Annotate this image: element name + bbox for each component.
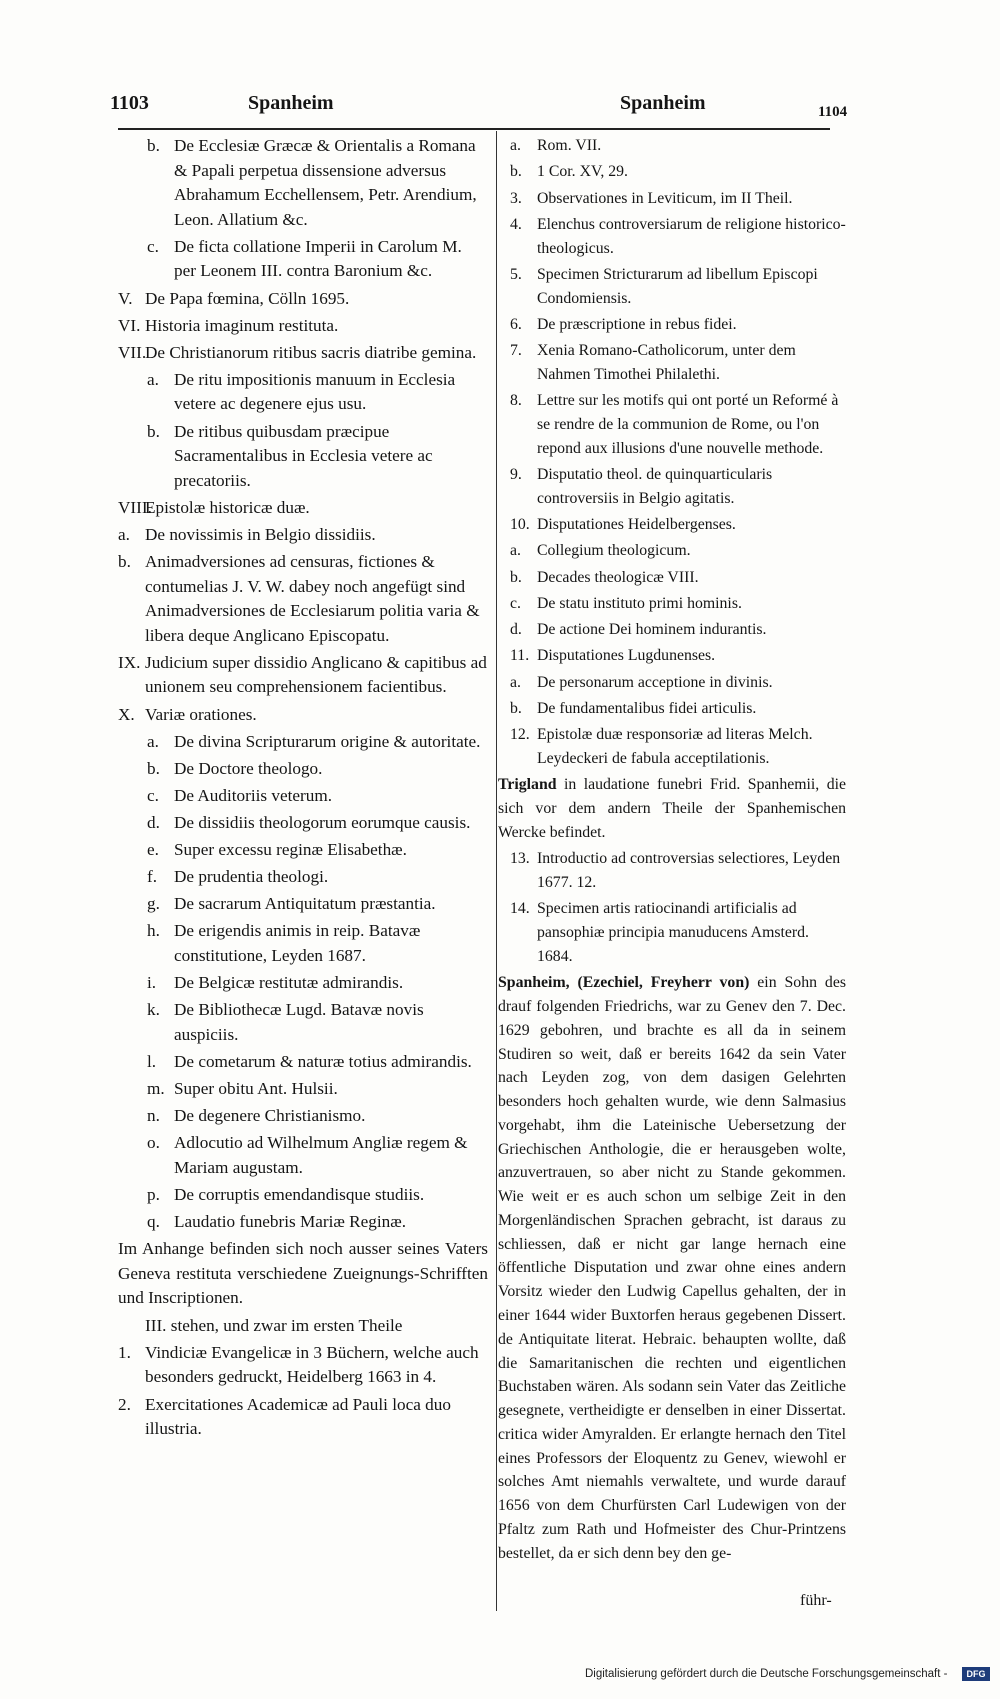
entry-text: Adlocutio ad Wilhelmum Angliæ regem & Mariam augustam. [174, 1133, 468, 1177]
running-title-right: Spanheim [620, 92, 706, 114]
entry-text: Laudatio funebris Mariæ Reginæ. [174, 1211, 406, 1231]
entry-marker: m. [147, 1078, 165, 1098]
entry-marker: c. [147, 785, 159, 805]
entry-text: De Auditoriis veterum. [174, 785, 333, 805]
entry [118, 784, 488, 809]
entry-marker: a. [147, 731, 159, 751]
biography-lead: Spanheim, (Ezechiel, Freyherr von) [498, 974, 750, 992]
spanheim-biography [498, 971, 846, 1565]
entry-marker: b. [147, 421, 160, 441]
entry-text: De ficta collatione Imperii in Carolum M. per Leonem III. contra Baronium &c. [174, 236, 462, 281]
entry [510, 697, 846, 721]
entry-marker: h. [147, 921, 160, 941]
entry [118, 1077, 488, 1102]
entry [510, 463, 846, 511]
entry [118, 730, 488, 755]
entry-marker: 6. [510, 315, 522, 333]
entry-text: Specimen Stricturarum ad libellum Episcopi Condomiensis. [537, 265, 818, 307]
entry-text: Epistolæ historicæ duæ. [145, 497, 310, 517]
right-column [498, 134, 846, 1568]
entry-marker: a. [510, 542, 521, 560]
entry-text: Judicium super dissidio Anglicano & capitibus ad unionem seu comprehensionem facientibus. [145, 652, 487, 697]
entry-marker: a. [147, 369, 159, 389]
entry [118, 1104, 488, 1129]
column-divider [496, 131, 497, 1611]
entry-text: De prudentia theologi. [174, 867, 329, 887]
entry [510, 263, 846, 311]
entry-marker: p. [147, 1184, 160, 1204]
entry-marker: b. [147, 758, 160, 778]
entry-text: De degenere Christianismo. [174, 1105, 366, 1125]
right-tail-list [510, 847, 846, 968]
entry-text: De cometarum & naturæ totius admirandis. [174, 1051, 472, 1071]
entry-marker: 8. [510, 392, 522, 410]
entry-text: De Belgicæ restitutæ admirandis. [174, 973, 404, 992]
entry-marker: b. [118, 552, 131, 571]
entry-text: De Christianorum ritibus sacris diatribe gemina. [145, 342, 477, 362]
entry-text: De novissimis in Belgio dissidiis. [145, 524, 376, 544]
entry-marker: b. [510, 568, 522, 586]
entry-marker: 3. [510, 189, 522, 207]
dfg-logo: DFG [962, 1667, 990, 1681]
entry [118, 971, 488, 996]
entry-marker: a. [510, 137, 521, 154]
header-rule [118, 128, 830, 130]
entry-marker: VII. [118, 342, 147, 362]
entry-marker: V. [118, 288, 133, 308]
entry [510, 213, 846, 261]
entry-marker: X. [118, 704, 135, 724]
entry-text: Lettre sur les motifs qui ont porté un Reformé à se rendre de la communion de Rome, ou l'on repond aux illusions d'une nouvelle methode. [537, 392, 839, 457]
entry [118, 496, 488, 521]
entry-text: Disputationes Lugdunenses. [537, 647, 716, 665]
entry-marker: e. [147, 840, 159, 860]
entry-marker: k. [147, 1000, 160, 1020]
entry-marker: d. [147, 812, 160, 832]
entry-text: Super excessu reginæ Elisabethæ. [174, 840, 407, 860]
entry-marker: VI. [118, 315, 141, 335]
entry-marker: 14. [510, 900, 530, 918]
left-entry-list [118, 134, 488, 1234]
entry-text: Rom. VII. [537, 137, 602, 154]
entry-marker: g. [147, 894, 160, 914]
left-appendix-note: Im Anhange befinden sich noch ausser seines Vaters Geneva restituta verschiedene Zueignungs-Schrifften und Inscriptionen. [118, 1238, 488, 1308]
entry-marker: 7. [510, 342, 522, 360]
entry-text: Introductio ad controversias selectiores, Leyden 1677. 12. [537, 850, 841, 892]
entry [118, 134, 488, 232]
trigland-lead: Trigland [498, 776, 557, 794]
entry-text: De actione Dei hominem indurantis. [537, 621, 767, 639]
entry-text: De præscriptione in rebus fidei. [537, 315, 737, 333]
entry-marker: VIII. [118, 497, 152, 517]
entry [118, 757, 488, 782]
entry-marker: b. [510, 163, 522, 181]
entry-marker: l. [147, 1051, 157, 1071]
entry [510, 134, 846, 158]
entry-marker: 10. [510, 515, 530, 533]
left-tail-list [118, 1314, 488, 1442]
entry-text: Animadversiones ad censuras, fictiones & contumelias J. V. W. dabey noch angefügt sind Animadversiones de Ecclesiarum politia varia & libera deque Anglicano Episcopatu. [145, 552, 480, 645]
entry [510, 339, 846, 387]
entry [510, 313, 846, 337]
entry [118, 1314, 488, 1339]
entry-text: De sacrarum Antiquitatum præstantia. [174, 894, 436, 914]
entry [510, 671, 846, 695]
catchword: führ- [800, 1592, 832, 1609]
entry [510, 566, 846, 590]
entry-text: Epistolæ duæ responsoriæ ad literas Melch. Leydeckeri de fabula acceptilationis. [537, 726, 813, 767]
entry-marker: a. [510, 673, 521, 691]
entry-text: De dissidiis theologorum eorumque causis. [174, 812, 471, 832]
trigland-note [498, 773, 846, 844]
entry [118, 865, 488, 890]
entry-marker: 11. [510, 647, 530, 665]
entry [510, 187, 846, 211]
entry-text: Xenia Romano-Catholicorum, unter dem Nahmen Timothei Philalethi. [537, 342, 796, 383]
entry [118, 919, 488, 968]
entry-text: Variæ orationes. [145, 704, 257, 724]
entry [118, 235, 488, 284]
entry-marker: b. [510, 699, 522, 717]
entry-marker: 12. [510, 726, 530, 744]
entry [118, 420, 488, 494]
entry-text: De Doctore theologo. [174, 758, 323, 778]
entry-marker: 13. [510, 850, 530, 868]
entry [510, 389, 846, 460]
entry-text: De divina Scripturarum origine & autoritate. [174, 731, 481, 751]
entry [510, 723, 846, 771]
entry-text: Observationes in Leviticum, im II Theil. [537, 189, 793, 207]
entry [118, 651, 488, 700]
entry [510, 897, 846, 968]
entry-text: Super obitu Ant. Hulsii. [174, 1078, 338, 1098]
entry-marker: n. [147, 1105, 160, 1125]
trigland-text: in laudatione funebri Frid. Spanhemii, die sich vor dem andern Theile der Spanhemischen Wercke befindet. [498, 776, 846, 841]
entry-text: De statu instituto primi hominis. [537, 594, 742, 612]
running-title-left: Spanheim [248, 92, 334, 114]
entry [118, 1393, 488, 1442]
entry-text: De Bibliothecæ Lugd. Batavæ novis auspiciis. [174, 1000, 424, 1044]
entry-marker: o. [147, 1133, 160, 1153]
entry-text: De personarum acceptione in divinis. [537, 673, 773, 691]
entry-marker: 1. [118, 1342, 131, 1362]
entry-text: De erigendis animis in reip. Batavæ constitutione, Leyden 1687. [174, 921, 421, 965]
entry-text: Decades theologicæ VIII. [537, 568, 699, 586]
entry [118, 1131, 488, 1180]
biography-text: ein Sohn des drauf folgenden Friedrichs, war zu Genev den 7. Dec. 1629 gebohren, und brachte es all da in seinem Studiren so weit, daß er bereits 1642 da sein Vater nach Leyden zog, von dem dasigen Gelehrten besonders hoch gehalten wurde, wie denn Salmasius vorgehabt, ihm die Lateinische Uebersetzung der Griechischen Anthologie, die er herausgeben wolte, anzuvertrauen, so aber nicht zu Stande gekommen. Wie weit er es auch schon um selbige Zeit in den Morgenländischen Sprachen gebracht, ist daraus zu schliessen, daß er nicht gar lange hernach eine öffentliche Disputation und zwar ohne eines andern Vorsitz wieder den Ludwig Capellus gehalten, der in einer 1644 wider Buxtorfen heraus gegebenen Dissert. de Antiquitate literat. Hebraic. behaupten wollte, daß die Samaritanischen die rechten und eigentlichen Buchstaben wären. Als sodann sein Vater das Zeitliche gesegnete, vertheidigte er denselben in einer Dissertat. critica wider Amyralden. Er erlangte hernach den Titel eines Professors der Eloquentz zu Genev, wiewohl er solches Amt niemahls verwaltete, und wurde darauf 1656 von dem Churfürsten Carl Ludewigen von der Pfaltz zum Rath und Hofmeister des Chur-Printzens bestellet, da er sich denn bey den ge- [498, 974, 846, 1562]
entry-text: De Papa fœmina, Cölln 1695. [145, 288, 350, 308]
page-number-left: 1103 [110, 92, 149, 114]
entry-marker: 4. [510, 215, 522, 233]
entry [510, 539, 846, 563]
page-number-right: 1104 [818, 104, 848, 120]
entry-marker: IX. [118, 652, 141, 672]
entry-text: Collegium theologicum. [537, 542, 691, 560]
entry-text: Specimen artis ratiocinandi artificialis ad pansophiæ principia manuducens Amsterd. 1684. [537, 900, 810, 965]
entry [118, 368, 488, 417]
entry-marker: f. [147, 867, 158, 887]
entry [510, 160, 846, 184]
entry-text: Disputatio theol. de quinquarticularis controversiis in Belgio agitatis. [537, 465, 773, 507]
entry-text: De ritu impositionis manuum in Ecclesia vetere ac degenere ejus usu. [174, 369, 456, 414]
entry-marker: 9. [510, 465, 522, 483]
entry-marker: b. [147, 136, 160, 155]
entry [118, 287, 488, 312]
entry-text: De Ecclesiæ Græcæ & Orientalis a Romana & Papali perpetua dissensione adversus Abrahamum Ecchellensem, Petr. Arendium, Leon. Allatium &c. [174, 136, 477, 229]
entry-marker: q. [147, 1211, 160, 1231]
entry [118, 1183, 488, 1208]
entry-marker: c. [147, 236, 159, 256]
entry [510, 618, 846, 642]
entry-text: Vindiciæ Evangelicæ in 3 Büchern, welche auch besonders gedruckt, Heidelberg 1663 in 4. [145, 1342, 479, 1387]
entry [510, 513, 846, 537]
entry [510, 644, 846, 668]
entry-text: Disputationes Heidelbergenses. [537, 515, 736, 533]
entry-marker: a. [118, 524, 130, 544]
entry-text: De fundamentalibus fidei articulis. [537, 699, 757, 717]
entry [118, 703, 488, 728]
entry [118, 892, 488, 917]
entry-text: Exercitationes Academicæ ad Pauli loca duo illustria. [145, 1394, 451, 1439]
entry-marker: 5. [510, 265, 522, 283]
entry [118, 1341, 488, 1390]
entry-text: 1 Cor. XV, 29. [537, 163, 628, 181]
entry [118, 341, 488, 366]
right-entry-list [510, 134, 846, 771]
entry [118, 314, 488, 339]
entry [118, 1050, 488, 1075]
entry [510, 592, 846, 616]
entry [118, 550, 488, 648]
entry [118, 1210, 488, 1235]
entry [118, 838, 488, 863]
entry [118, 811, 488, 836]
left-column [118, 134, 488, 1444]
entry-marker: i. [147, 973, 157, 992]
entry [510, 847, 846, 895]
entry-marker: c. [510, 594, 521, 612]
entry-marker: 2. [118, 1394, 131, 1414]
entry [118, 998, 488, 1047]
entry-text: De ritibus quibusdam præcipue Sacramentalibus in Ecclesia vetere ac precatoriis. [174, 421, 433, 490]
entry-text: Elenchus controversiarum de religione historico-theologicus. [537, 215, 846, 257]
entry-text: III. stehen, und zwar im ersten Theile [145, 1315, 403, 1335]
entry-text: Historia imaginum restituta. [145, 315, 339, 335]
digitization-footer: Digitalisierung gefördert durch die Deutsche Forschungsgemeinschaft - [585, 1668, 948, 1680]
entry-text: De corruptis emendandisque studiis. [174, 1184, 425, 1204]
entry [118, 523, 488, 548]
entry-marker: d. [510, 621, 522, 639]
